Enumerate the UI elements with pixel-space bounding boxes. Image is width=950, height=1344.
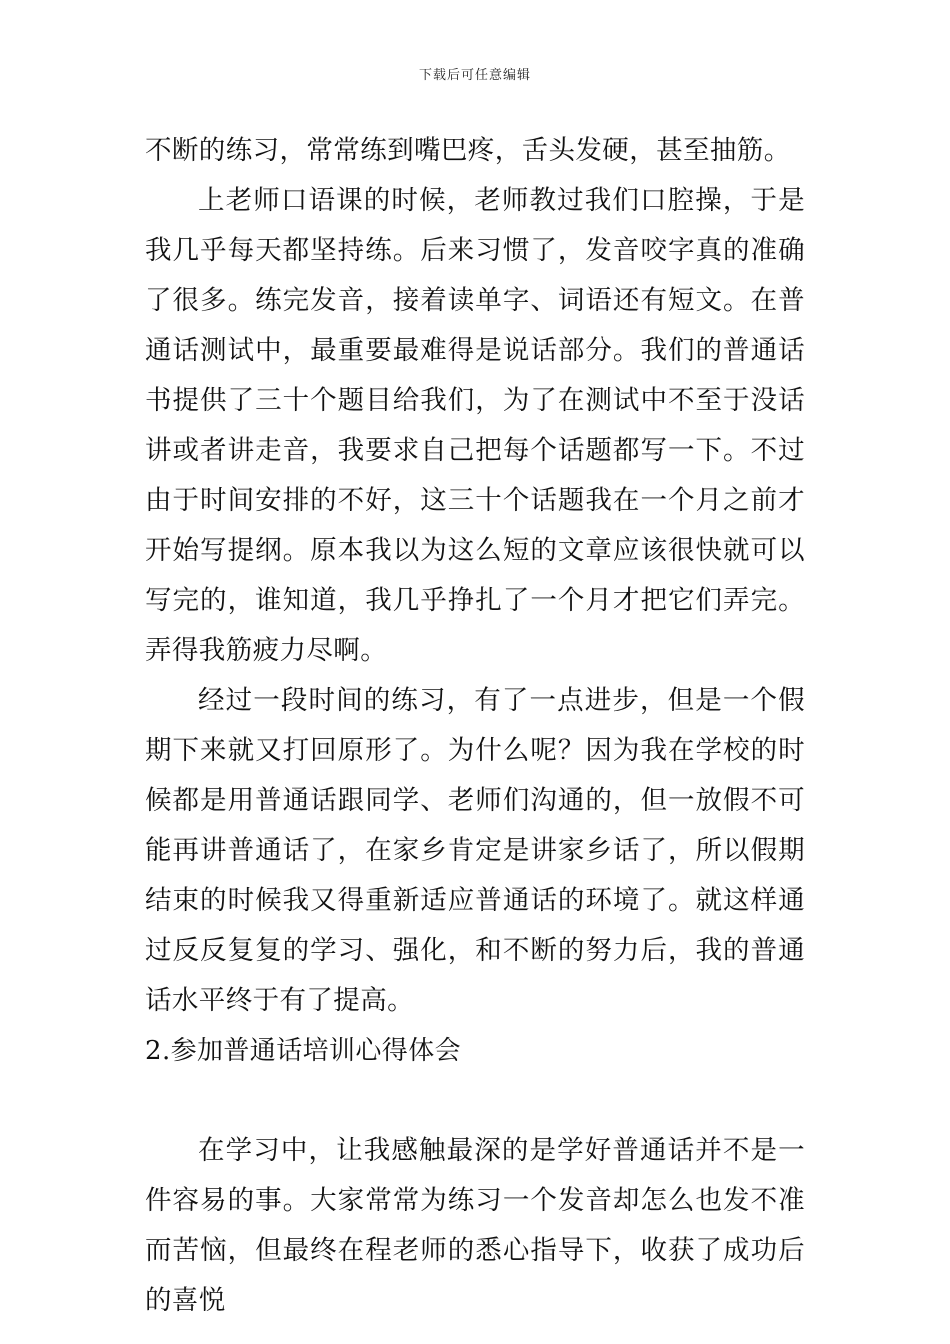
paragraph-training-reflection: 在学习中，让我感触最深的是学好普通话并不是一件容易的事。大家常常为练习一个发音却怎么也发不准而苦恼，但最终在程老师的悉心指导下，收获了成功后的喜悦 bbox=[145, 1135, 805, 1316]
header-note: 下载后可任意编辑 bbox=[418, 68, 531, 83]
document-body bbox=[145, 126, 805, 1326]
spacer bbox=[145, 1076, 805, 1126]
paragraph-oral-practice: 上老师口语课的时候，老师教过我们口腔操，于是我几乎每天都坚持练。后来习惯了，发音咬字真的准确了很多。练完发音，接着读单字、词语还有短文。在普通话测试中，最重要最难得是说话部分。我们的普通话书提供了三十个题目给我们，为了在测试中不至于没话讲或者讲走音，我要求自己把每个话题都写一下。不过由于时间安排的不好，这三十个话题我在一个月之前才开始写提纲。原本我以为这么短的文章应该很快就可以写完的，谁知道，我几乎挣扎了一个月才把它们弄完。弄得我筋疲力尽啊。 bbox=[145, 185, 805, 666]
paragraph-progress: 经过一段时间的练习，有了一点进步，但是一个假期下来就又打回原形了。为什么呢？因为我在学校的时候都是用普通话跟同学、老师们沟通的，但一放假不可能再讲普通话了，在家乡肯定是讲家乡话了，所以假期结束的时候我又得重新适应普通话的环境了。就这样通过反反复复的学习、强化，和不断的努力后，我的普通话水平终于有了提高。 bbox=[145, 685, 805, 1016]
paragraph-continued: 不断的练习，常常练到嘴巴疼，舌头发硬，甚至抽筋。 bbox=[145, 135, 791, 166]
section-heading: 2.参加普通话培训心得体会 bbox=[145, 1036, 462, 1066]
